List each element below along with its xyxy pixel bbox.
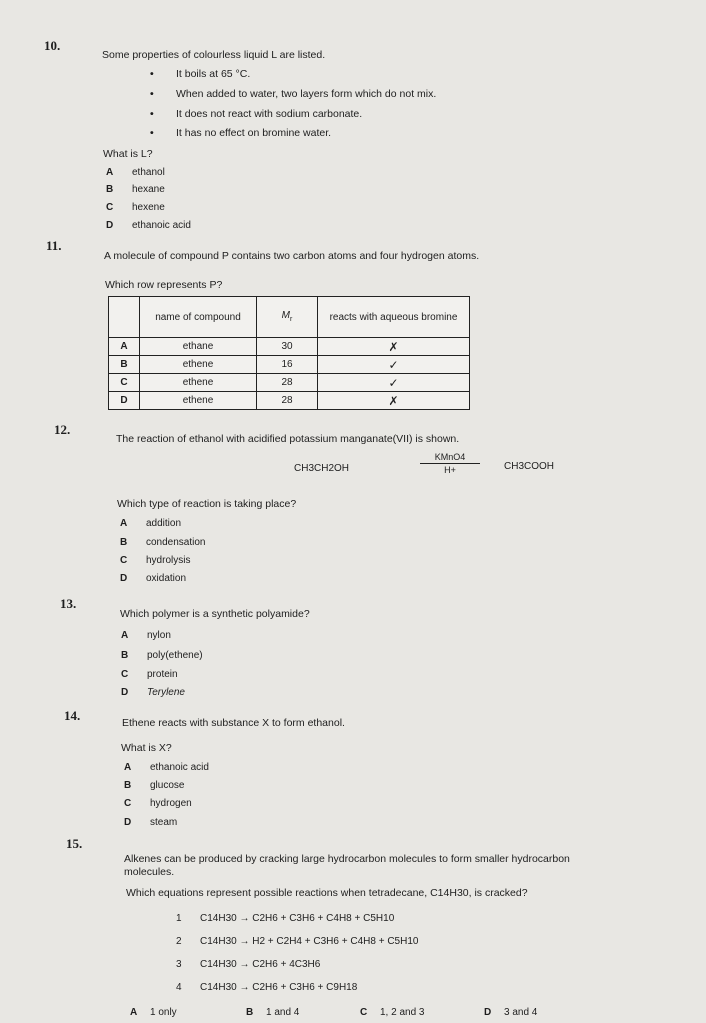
q12-number: 12.: [54, 422, 71, 437]
q14-option-a[interactable]: A ethanoic acid: [124, 762, 209, 773]
bullet-icon: •: [150, 88, 154, 100]
row-letter: C: [109, 374, 140, 392]
row-mr: 16: [257, 356, 318, 374]
q12-reagent-top: KMnO4: [434, 452, 466, 462]
q10-property-2: • When added to water, two layers form which do not mix.: [150, 88, 437, 100]
q15-answer-b[interactable]: B 1 and 4: [246, 1007, 300, 1018]
q10-option-a[interactable]: A ethanol: [106, 167, 165, 178]
q11-stem: A molecule of compound P contains two carbon atoms and four hydrogen atoms.: [104, 250, 480, 262]
table-row[interactable]: [109, 356, 470, 374]
q15-answer-c[interactable]: C 1, 2 and 3: [360, 1007, 425, 1018]
bullet-icon: •: [150, 108, 154, 120]
q10-question: What is L?: [103, 148, 153, 160]
row-mr: 28: [257, 374, 318, 392]
q15-number: 15.: [66, 836, 83, 851]
row-letter: A: [109, 338, 140, 356]
q13-question: Which polymer is a synthetic polyamide?: [120, 608, 310, 620]
q10-property-4: • It has no effect on bromine water.: [150, 127, 332, 139]
q14-option-c[interactable]: C hydrogen: [124, 798, 192, 809]
tick-icon: ✓: [318, 374, 470, 392]
q15-equation-1: 1 C14H30 → C2H6 + C3H6 + C4H8 + C5H10: [176, 913, 395, 924]
cross-icon: ✗: [318, 392, 470, 410]
table-header-mr: $M_r$: [257, 297, 318, 338]
q13-option-d[interactable]: D Terylene: [121, 687, 185, 698]
row-mr: 30: [257, 338, 318, 356]
row-mr: 28: [257, 392, 318, 410]
q15-answer-a[interactable]: A 1 only: [130, 1007, 177, 1018]
q13-option-b[interactable]: B poly(ethene): [121, 650, 203, 661]
q12-stem: The reaction of ethanol with acidified potassium manganate(VII) is shown.: [116, 433, 460, 445]
table-header-reacts: reacts with aqueous bromine: [318, 297, 470, 338]
q15-equation-3: 3 C14H30 → C2H6 + 4C3H6: [176, 959, 321, 970]
q12-reactant: CH3CH2OH: [294, 463, 350, 474]
q15-stem-line-2: molecules.: [124, 866, 175, 878]
bullet-icon: •: [150, 68, 154, 80]
q12-option-c[interactable]: C hydrolysis: [120, 555, 191, 566]
q12-option-d[interactable]: D oxidation: [120, 573, 187, 584]
q14-option-d[interactable]: D steam: [124, 817, 178, 828]
row-name: ethene: [140, 392, 257, 410]
q10-property-3: • It does not react with sodium carbonate.: [150, 108, 363, 120]
arrow-icon: [420, 463, 480, 464]
table-row[interactable]: [109, 338, 470, 356]
row-letter: D: [109, 392, 140, 410]
q14-number: 14.: [64, 708, 81, 723]
q11-question: Which row represents P?: [105, 279, 223, 291]
q10-option-b[interactable]: B hexane: [106, 184, 165, 195]
q15-stem-line-1: Alkenes can be produced by cracking large hydrocarbon molecules to form smaller hydrocarbon: [124, 853, 570, 865]
q12-option-b[interactable]: B condensation: [120, 537, 206, 548]
bullet-icon: •: [150, 127, 154, 139]
q14-question: What is X?: [121, 742, 172, 754]
q15-answer-d[interactable]: D 3 and 4: [484, 1007, 538, 1018]
table-header-row: [109, 297, 470, 338]
q12-reagent-bottom: H+: [444, 465, 456, 475]
row-name: ethene: [140, 356, 257, 374]
q11-number: 11.: [46, 238, 62, 253]
q12-product: CH3COOH: [504, 461, 555, 472]
q13-number: 13.: [60, 596, 77, 611]
q10-property-1: • It boils at 65 °C.: [150, 68, 251, 80]
q11-table: [108, 296, 470, 410]
q10-option-d[interactable]: D ethanoic acid: [106, 220, 191, 231]
tick-icon: ✓: [318, 356, 470, 374]
q12-option-a[interactable]: A addition: [120, 518, 182, 529]
q15-question: Which equations represent possible reactions when tetradecane, C14H30, is cracked?: [126, 887, 528, 899]
q12-reaction-arrow: [420, 452, 480, 475]
table-header-blank: [109, 297, 140, 338]
q10-number: 10.: [44, 38, 61, 53]
q14-option-b[interactable]: B glucose: [124, 780, 185, 791]
q14-stem: Ethene reacts with substance X to form ethanol.: [122, 717, 345, 729]
q10-option-c[interactable]: C hexene: [106, 202, 165, 213]
row-name: ethene: [140, 374, 257, 392]
q15-equation-2: 2 C14H30 → H2 + C2H4 + C3H6 + C4H8 + C5H10: [176, 936, 419, 947]
q15-equation-4: 4 C14H30 → C2H6 + C3H6 + C9H18: [176, 982, 358, 993]
q13-option-a[interactable]: A nylon: [121, 630, 171, 641]
table-header-name: name of compound: [140, 297, 257, 338]
table-row[interactable]: [109, 392, 470, 410]
q10-stem: Some properties of colourless liquid L are listed.: [102, 49, 326, 61]
row-name: ethane: [140, 338, 257, 356]
row-letter: B: [109, 356, 140, 374]
table-row[interactable]: [109, 374, 470, 392]
q12-question: Which type of reaction is taking place?: [117, 498, 297, 510]
cross-icon: ✗: [318, 338, 470, 356]
q13-option-c[interactable]: C protein: [121, 669, 178, 680]
